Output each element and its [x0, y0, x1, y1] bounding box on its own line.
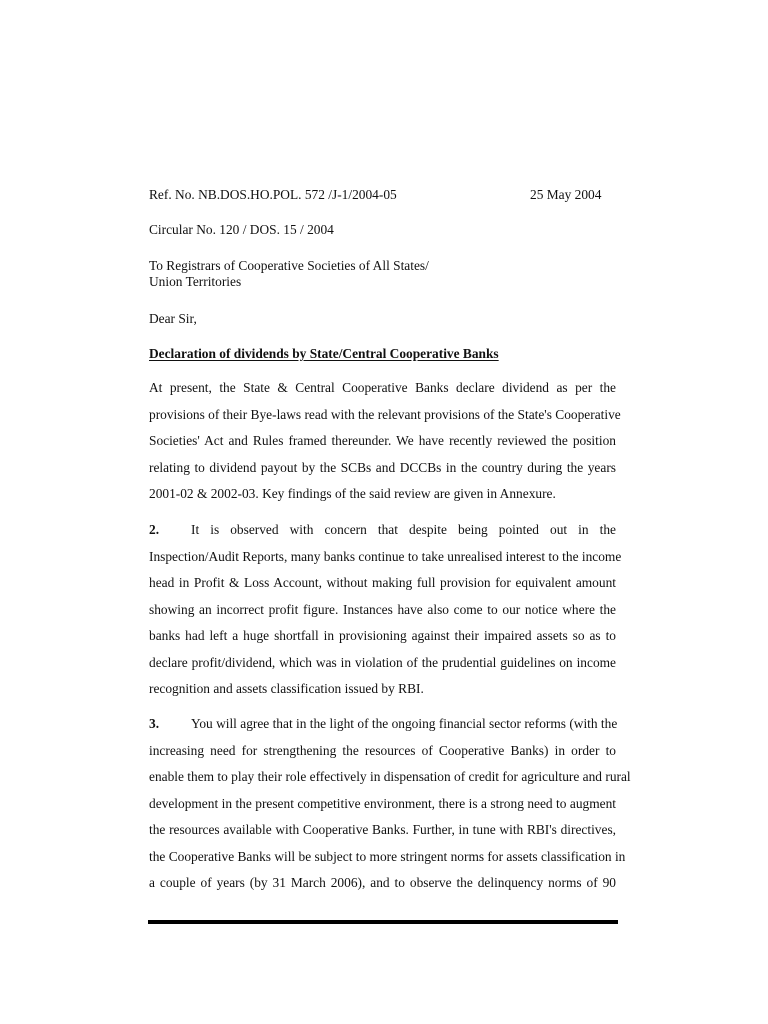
- paragraph-line: development in the present competitive environment, there is a strong need to augment: [149, 795, 616, 811]
- paragraph-line: a couple of years (by 31 March 2006), and to observe the delinquency norms of 90: [149, 875, 616, 890]
- paragraph-2: [149, 522, 622, 708]
- paragraph-line: the resources available with Cooperative Banks. Further, in tune with RBI's directives,: [149, 822, 616, 837]
- footer-rule: [148, 920, 618, 924]
- paragraph-1: [149, 380, 621, 513]
- paragraph-line: It is observed with concern that despite being pointed out in the: [191, 522, 616, 537]
- paragraph-line: provisions of their Bye-laws read with the relevant provisions of the State's Cooperative: [149, 406, 621, 422]
- paragraph-line: relating to dividend payout by the SCBs and DCCBs in the country during the years: [149, 459, 616, 475]
- paragraph-line: recognition and assets classification issued by RBI.: [149, 681, 424, 696]
- paragraph-first-line: [149, 522, 616, 549]
- paragraph-line: declare profit/dividend, which was in violation of the prudential guidelines on income: [149, 654, 616, 670]
- addressee-line-2: Union Territories: [149, 274, 242, 289]
- subject-heading: Declaration of dividends by State/Central Cooperative Banks: [149, 346, 499, 361]
- paragraph-first-line: [149, 716, 616, 743]
- paragraph-number: 2.: [149, 522, 160, 537]
- paragraph-line: You will agree that in the light of the ongoing financial sector reforms (with the: [191, 716, 618, 731]
- paragraph-number: 3.: [149, 716, 160, 731]
- paragraph-line: 2001-02 & 2002-03. Key findings of the said review are given in Annexure.: [149, 486, 556, 501]
- paragraph-line: increasing need for strengthening the resources of Cooperative Banks) in order to: [149, 742, 616, 758]
- letter-date: 25 May 2004: [530, 187, 602, 202]
- paragraph-line: Societies' Act and Rules framed thereunder. We have recently reviewed the position: [149, 433, 616, 448]
- paragraph-line: enable them to play their role effectively in dispensation of credit for agriculture and rural: [149, 769, 631, 784]
- paragraph-line: Inspection/Audit Reports, many banks continue to take unrealised interest to the income: [149, 548, 622, 564]
- reference-number: Ref. No. NB.DOS.HO.POL. 572 /J-1/2004-05: [149, 187, 397, 202]
- paragraph-line: head in Profit & Loss Account, without making full provision for equivalent amount: [149, 575, 616, 590]
- paragraph-line: At present, the State & Central Cooperative Banks declare dividend as per the: [149, 380, 616, 395]
- paragraph-line: banks had left a huge shortfall in provisioning against their impaired assets so as to: [149, 628, 616, 643]
- paragraph-line: the Cooperative Banks will be subject to more stringent norms for assets classification in: [149, 848, 626, 864]
- addressee-line-1: To Registrars of Cooperative Societies of All States/: [149, 258, 429, 273]
- salutation: Dear Sir,: [149, 311, 197, 326]
- circular-number: Circular No. 120 / DOS. 15 / 2004: [149, 222, 334, 237]
- paragraph-3: [149, 716, 631, 902]
- paragraph-line: showing an incorrect profit figure. Instances have also come to our notice where the: [149, 601, 616, 617]
